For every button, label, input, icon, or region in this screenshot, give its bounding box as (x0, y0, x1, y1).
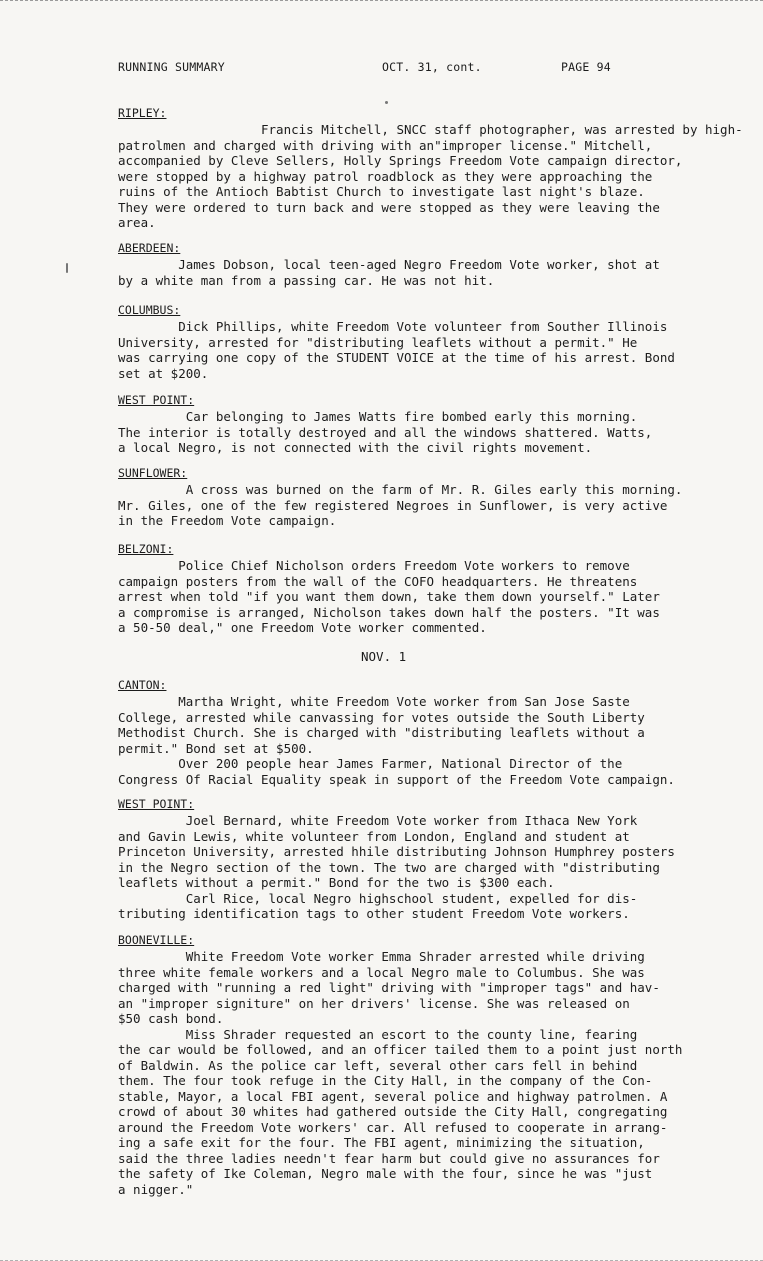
paragraph-line: arrest when told "if you want them down, take them down yourself." Later (118, 589, 660, 604)
section-label: BOONEVILLE: (118, 933, 195, 947)
section-ripley (118, 106, 743, 231)
paragraph-line: said the three ladies needn't fear harm but could give no assurances for (118, 1150, 660, 1166)
paragraph-line: University, arrested for "distributing leaflets without a permit." He (118, 334, 638, 350)
paragraph-line: College, arrested while canvassing for votes outside the South Liberty (118, 709, 645, 725)
paragraph-line: charged with "running a red light" driving with "improper tags" and hav- (118, 980, 660, 995)
paragraph-line: Martha Wright, white Freedom Vote worker from San Jose Saste (118, 694, 630, 709)
paragraph-line: ing a safe exit for the four. The FBI agent, minimizing the situation, (118, 1135, 645, 1150)
section-label: RIPLEY: (118, 106, 167, 120)
paragraph-line: permit." Bond set at $500. (118, 740, 314, 756)
paragraph-line: set at $200. (118, 365, 209, 381)
section-sunflower (118, 466, 718, 529)
paragraph-line: tributing identification tags to other student Freedom Vote workers. (118, 906, 630, 921)
scan-top-edge (0, 0, 763, 6)
section-label: BELZONI: (118, 542, 174, 556)
section-label: SUNFLOWER: (118, 466, 188, 480)
paragraph-line: was carrying one copy of the STUDENT VOICE at the time of his arrest. Bond (118, 350, 675, 365)
section-label: COLUMBUS: (118, 303, 181, 317)
paragraph-line: stable, Mayor, a local FBI agent, several police and highway patrolmen. A (118, 1088, 668, 1104)
paragraph-line: a 50-50 deal," one Freedom Vote worker commented. (118, 620, 487, 635)
paragraph-line: an "improper signiture" on her drivers' license. She was released on (118, 995, 630, 1011)
paragraph-line: Carl Rice, local Negro highschool student, expelled for dis- (118, 890, 638, 906)
paragraph-line: patrolmen and charged with driving with an"improper license." Mitchell, (118, 137, 653, 153)
paragraph-line: Joel Bernard, white Freedom Vote worker from Ithaca New York (118, 813, 638, 828)
paragraph-line: around the Freedom Vote workers' car. All refused to cooperate in arrang- (118, 1119, 668, 1135)
paragraph-line: in the Negro section of the town. The two are charged with "distributing (118, 859, 660, 875)
paragraph-line: the safety of Ike Coleman, Negro male with the four, since he was "just (118, 1166, 653, 1181)
paragraph-line: a nigger." (118, 1181, 194, 1197)
paragraph-line: James Dobson, local teen-aged Negro Freedom Vote worker, shot at (118, 257, 660, 272)
paragraph-line: the car would be followed, and an officer tailed them to a point just north (118, 1042, 683, 1057)
paragraph-line: The interior is totally destroyed and all the windows shattered. Watts, (118, 424, 653, 440)
paragraph-line: White Freedom Vote worker Emma Shrader arrested while driving (118, 949, 645, 964)
paragraph-line: by a white man from a passing car. He was not hit. (118, 272, 495, 288)
paragraph-line: Over 200 people hear James Farmer, National Director of the (118, 756, 623, 771)
paragraph-line: ruins of the Antioch Babtist Church to investigate last night's blaze. (118, 184, 645, 199)
paragraph-line: Congress Of Racial Equality speak in support of the Freedom Vote campaign. (118, 771, 675, 787)
paragraph-line: A cross was burned on the farm of Mr. R. Giles early this morning. (118, 482, 683, 497)
paragraph-line: of Baldwin. As the police car left, several other cars fell in behind (118, 1057, 638, 1073)
date-heading: NOV. 1 (361, 649, 407, 664)
section-label: WEST POINT: (118, 797, 195, 811)
page-number: PAGE 94 (561, 60, 611, 74)
header-date: OCT. 31, cont. (382, 60, 482, 74)
paragraph-line: leaflets without a permit." Bond for the two is $300 each. (118, 875, 555, 890)
section-west-point-2 (118, 797, 718, 922)
paragraph-line: them. The four took refuge in the City Hall, in the company of the Con- (118, 1073, 653, 1088)
section-label: ABERDEEN: (118, 241, 181, 255)
paragraph-line: a local Negro, is not connected with the civil rights movement. (118, 440, 593, 455)
section-aberdeen (118, 241, 718, 288)
paragraph-line: in the Freedom Vote campaign. (118, 513, 337, 528)
paragraph-line: and Gavin Lewis, white volunteer from London, England and student at (118, 828, 630, 844)
paragraph-line: area. (118, 215, 156, 230)
scan-speck (66, 263, 68, 273)
paragraph-line: Princeton University, arrested hhile distributing Johnson Humphrey posters (118, 844, 675, 859)
section-label: CANTON: (118, 678, 167, 692)
paragraph-line: accompanied by Cleve Sellers, Holly Springs Freedom Vote campaign director, (118, 153, 683, 168)
paragraph-line: Francis Mitchell, SNCC staff photographer, was arrested by high- (118, 122, 743, 137)
header-title: RUNNING SUMMARY (118, 60, 225, 74)
paragraph-line: Police Chief Nicholson orders Freedom Vote workers to remove (118, 558, 630, 573)
section-label: WEST POINT: (118, 393, 195, 407)
paragraph-line: crowd of about 30 whites had gathered outside the City Hall, congregating (118, 1104, 668, 1119)
section-belzoni (118, 542, 718, 636)
paragraph-line: Mr. Giles, one of the few registered Negroes in Sunflower, is very active (118, 497, 668, 513)
section-west-point (118, 393, 718, 456)
paragraph-line: campaign posters from the wall of the COFO headquarters. He threatens (118, 573, 638, 589)
paragraph-line: $50 cash bond. (118, 1011, 224, 1026)
paragraph-line: Car belonging to James Watts fire bombed early this morning. (118, 409, 638, 424)
scan-speck (385, 101, 388, 104)
paragraph-line: They were ordered to turn back and were stopped as they were leaving the (118, 199, 660, 215)
paragraph-line: three white female workers and a local Negro male to Columbus. She was (118, 964, 645, 980)
section-canton (118, 678, 718, 787)
paragraph-line: a compromise is arranged, Nicholson takes down half the posters. "It was (118, 604, 660, 620)
paragraph-line: Miss Shrader requested an escort to the county line, fearing (118, 1026, 638, 1042)
section-columbus (118, 303, 718, 381)
section-booneville (118, 933, 718, 1197)
paragraph-line: Methodist Church. She is charged with "distributing leaflets without a (118, 725, 645, 740)
paragraph-line: Dick Phillips, white Freedom Vote volunteer from Souther Illinois (118, 319, 668, 334)
paragraph-line: were stopped by a highway patrol roadblock as they were approaching the (118, 168, 653, 184)
